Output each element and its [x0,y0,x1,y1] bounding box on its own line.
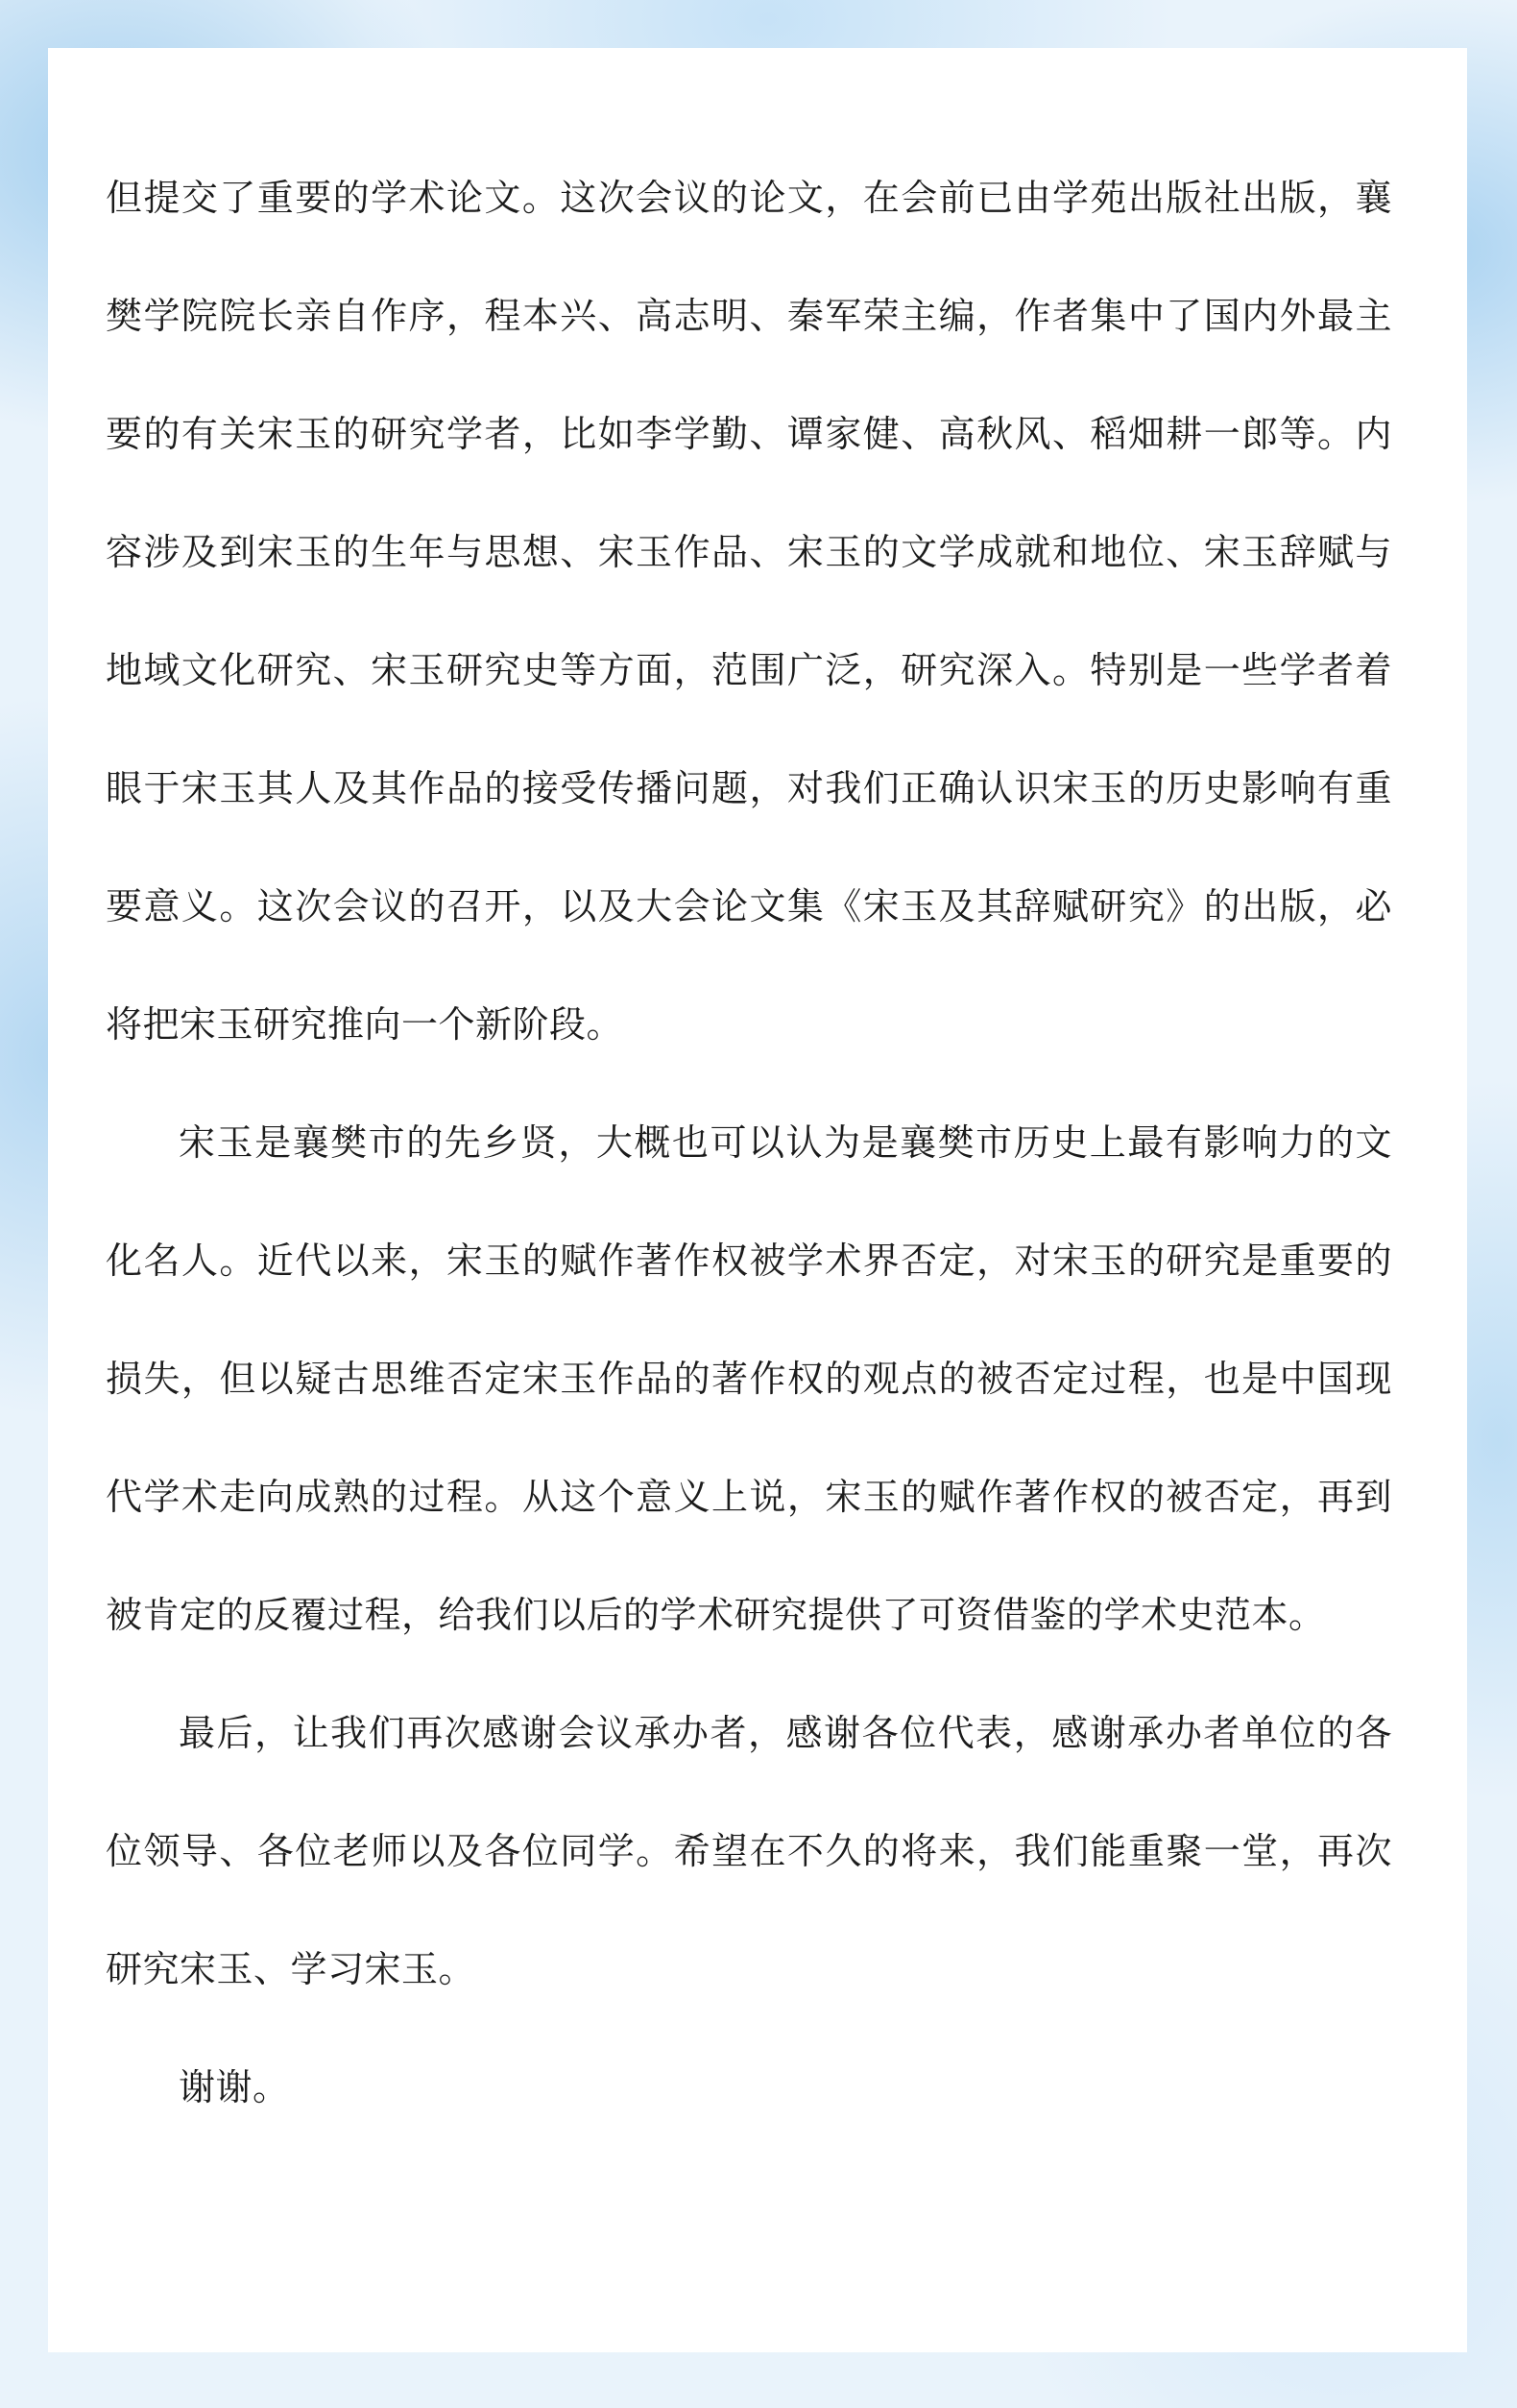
paragraph-closing-thanks: 最后，让我们再次感谢会议承办者，感谢各位代表，感谢承办者单位的各位领导、各位老师以及各位同学。希望在不久的将来，我们能重聚一堂，再次研究宋玉、学习宋玉。 [106,1712,1392,1990]
document-body [106,139,1392,2147]
paragraph-continuation: 但提交了重要的学术论文。这次会议的论文，在会前已由学苑出版社出版，襄樊学院院长亲自作序，程本兴、高志明、秦军荣主编，作者集中了国内外最主要的有关宋玉的研究学者，比如李学勤、谭家健、高秋风、稻畑耕一郎等。内容涉及到宋玉的生年与思想、宋玉作品、宋玉的文学成就和地位、宋玉辞赋与地域文化研究、宋玉研究史等方面，范围广泛，研究深入。特别是一些学者着眼于宋玉其人及其作品的接受传播问题，对我们正确认识宋玉的历史影响有重要意义。这次会议的召开，以及大会论文集《宋玉及其辞赋研究》的出版，必将把宋玉研究推向一个新阶段。 [106,177,1392,1046]
paragraph-sign-off: 谢谢。 [179,2066,290,2108]
paragraph-song-yu-legacy: 宋玉是襄樊市的先乡贤，大概也可以认为是襄樊市历史上最有影响力的文化名人。近代以来，宋玉的赋作著作权被学术界否定，对宋玉的研究是重要的损失，但以疑古思维否定宋玉作品的著作权的观点的被否定过程，也是中国现代学术走向成熟的过程。从这个意义上说，宋玉的赋作著作权的被否定，再到被肯定的反覆过程，给我们以后的学术研究提供了可资借鉴的学术史范本。 [106,1121,1392,1636]
